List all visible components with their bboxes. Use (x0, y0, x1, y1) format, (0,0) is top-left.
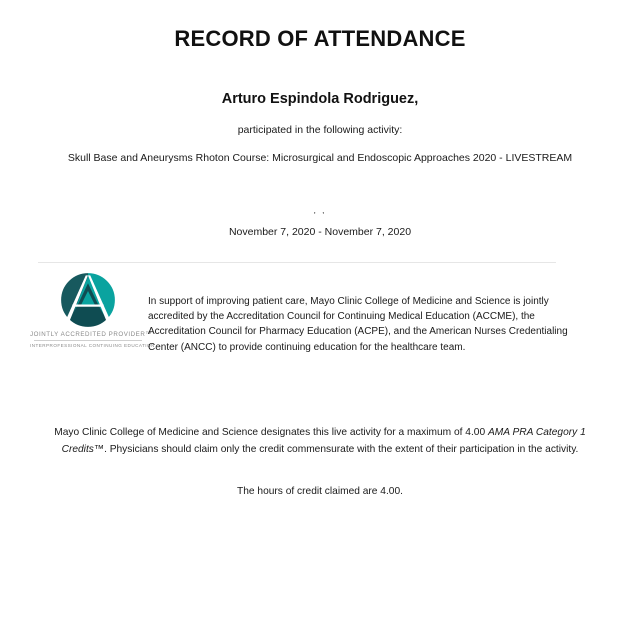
jointly-accredited-provider-logo-icon (60, 272, 116, 328)
logo-tagline-primary: JOINTLY ACCREDITED PROVIDER™ (30, 331, 153, 338)
designation-text-before: Mayo Clinic College of Medicine and Science designates this live activity for a maximum of 4.00 (54, 427, 488, 438)
recipient-name: Arturo Espindola Rodriguez, (221, 91, 419, 107)
hours-claimed-line: The hours of credit claimed are 4.00. (237, 486, 403, 497)
accreditation-logo-block (0, 272, 155, 348)
accreditation-statement: In support of improving patient care, Mayo Clinic College of Medicine and Science is jointly accredited by the Accreditation Council for Continuing Medical Education (ACCME), the Accreditation Council for Pharmacy Education (ACPE), and the American Nurses Credentialing Center (ANCC) to provide continuing education for the healthcare team. (148, 296, 568, 353)
activity-date-range: November 7, 2020 - November 7, 2020 (228, 226, 412, 238)
logo-tagline-secondary: INTERPROFESSIONAL CONTINUING EDUCATION (30, 343, 155, 348)
activity-location: , , (313, 206, 327, 215)
activity-title: Skull Base and Aneurysms Rhoton Course: Microsurgical and Endoscopic Approaches 2020 - LIVESTREAM (67, 152, 573, 164)
designation-statement (38, 424, 602, 458)
participated-label: participated in the following activity: (237, 124, 403, 136)
page-title: RECORD OF ATTENDANCE (174, 26, 466, 51)
ama-pra-credits-label: AMA PRA Category 1 Credits™ (61, 427, 586, 455)
accreditation-section (0, 272, 640, 355)
section-divider (38, 262, 556, 263)
designation-text-after: . Physicians should claim only the credit commensurate with the extent of their participation in the activity. (104, 444, 579, 455)
logo-rule (34, 340, 142, 341)
